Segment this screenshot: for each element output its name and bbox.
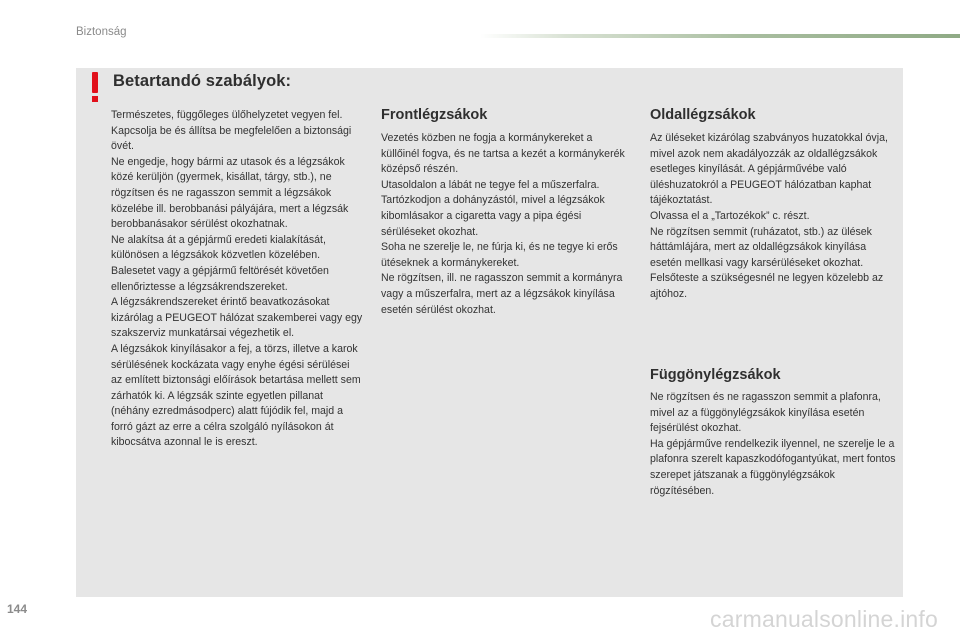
front-paragraph: Ne rögzítsen, ill. ne ragasszon semmit a kormányra vagy a műszerfalra, mert az a légzsákok kinyílása esetén sérülést okozhat. [381,272,623,316]
rule-paragraph: A légzsákrendszereket érintő beavatkozásokat kizárólag a PEUGEOT hálózat szakemberei vagy egy szakszerviz munkatársai végezhetik el. [111,296,363,340]
front-airbags-heading: Frontlégzsákok [381,107,488,123]
curtain-paragraph: Ne rögzítsen és ne ragasszon semmit a plafonra, mivel az a függönylégzsákok kinyílása esetén fejsérülést okozhat. [650,391,881,435]
front-paragraph: Tartózkodjon a dohányzástól, mivel a légzsákok kibomlásakor a cigaretta vagy a pipa égési sérüléseket okozhat. [381,194,605,238]
exclamation-icon [87,72,103,104]
curtain-paragraph: Ha gépjárműve rendelkezik ilyennel, ne szerelje le a plafonra szerelt kapaszkodófogantyúkat, mert fontos szerepet játszanak a függönylégzsákok rögzítésében. [650,437,896,497]
side-airbags-heading: Oldallégzsákok [650,107,756,123]
front-paragraph: Vezetés közben ne fogja a kormánykereket a küllőinél fogva, és ne tartsa a kezét a kormánykerék középső részén. [381,132,625,176]
page-number: 144 [7,602,28,616]
curtain-airbags-column [650,390,896,499]
panel-title: Betartandó szabályok: [113,72,292,90]
front-paragraph: Utasoldalon a lábát ne tegye fel a műszerfalra. [381,178,600,191]
side-paragraph: Felsőteste a szükségesnél ne legyen közelebb az ajtóhoz. [650,272,884,300]
curtain-airbags-heading: Függönylégzsákok [650,367,781,383]
exclamation-bar [92,72,98,93]
side-airbags-column [650,131,896,303]
watermark: carmanualsonline.info [710,606,938,632]
side-paragraph: Ne rögzítsen semmit (ruházatot, stb.) az ülések háttámlájára, mert az oldallégzsákok kinyílása esetén mellkasi vagy karsérüléseket okozhat. [650,225,872,269]
exclamation-dot [92,96,98,102]
general-rules-column [111,108,363,451]
side-paragraph: Az üléseket kizárólag szabványos huzatokkal óvja, mivel azok nem akadályozzák az oldallégzsákok esetleges kinyílását. A gépjárművébe való üléshuzatokról a PEUGEOT hálózatban kaphat tájékoztatást. [650,132,888,207]
rule-paragraph: Kapcsolja be és állítsa be megfelelően a biztonsági övét. [111,124,352,153]
rule-paragraph: A légzsákok kinyílásakor a fej, a törzs, illetve a karok sérülésének kockázata vagy enyhe égési sérülései az említett biztonsági előírások betartása mellett sem zárhatók ki. A légzsák szinte egyetlen pillanat (néhány ezredmásodperc) alatt fújódik fel, majd a forró gázt az erre a célra szolgáló nyílásokon át kibocsátva azonnal le is ereszt. [111,342,361,449]
side-paragraph: Olvassa el a „Tartozékok” c. részt. [650,209,810,222]
section-title: Biztonság [76,26,127,38]
front-paragraph: Soha ne szerelje le, ne fúrja ki, és ne tegye ki erős ütéseknek a kormánykereket. [381,241,618,269]
rule-paragraph: Ne alakítsa át a gépjármű eredeti kialakítását, különösen a légzsákok közvetlen közelében. [111,233,326,262]
rule-paragraph: Ne engedje, hogy bármi az utasok és a légzsákok közé kerüljön (gyermek, kisállat, tárgy, stb.), ne rögzítsen és ne ragasszon semmit a légzsákok közelébe ill. berobbanási pályájára, mert a légzsák berobbanásakor sérülést okozhatnak. [111,155,349,231]
rule-paragraph: Balesetet vagy a gépjármű feltörését követően ellenőriztesse a légzsákrendszereket. [111,264,329,293]
header-rule [480,34,960,38]
front-airbags-column [381,131,631,318]
rule-paragraph: Természetes, függőleges ülőhelyzetet vegyen fel. [111,109,343,121]
